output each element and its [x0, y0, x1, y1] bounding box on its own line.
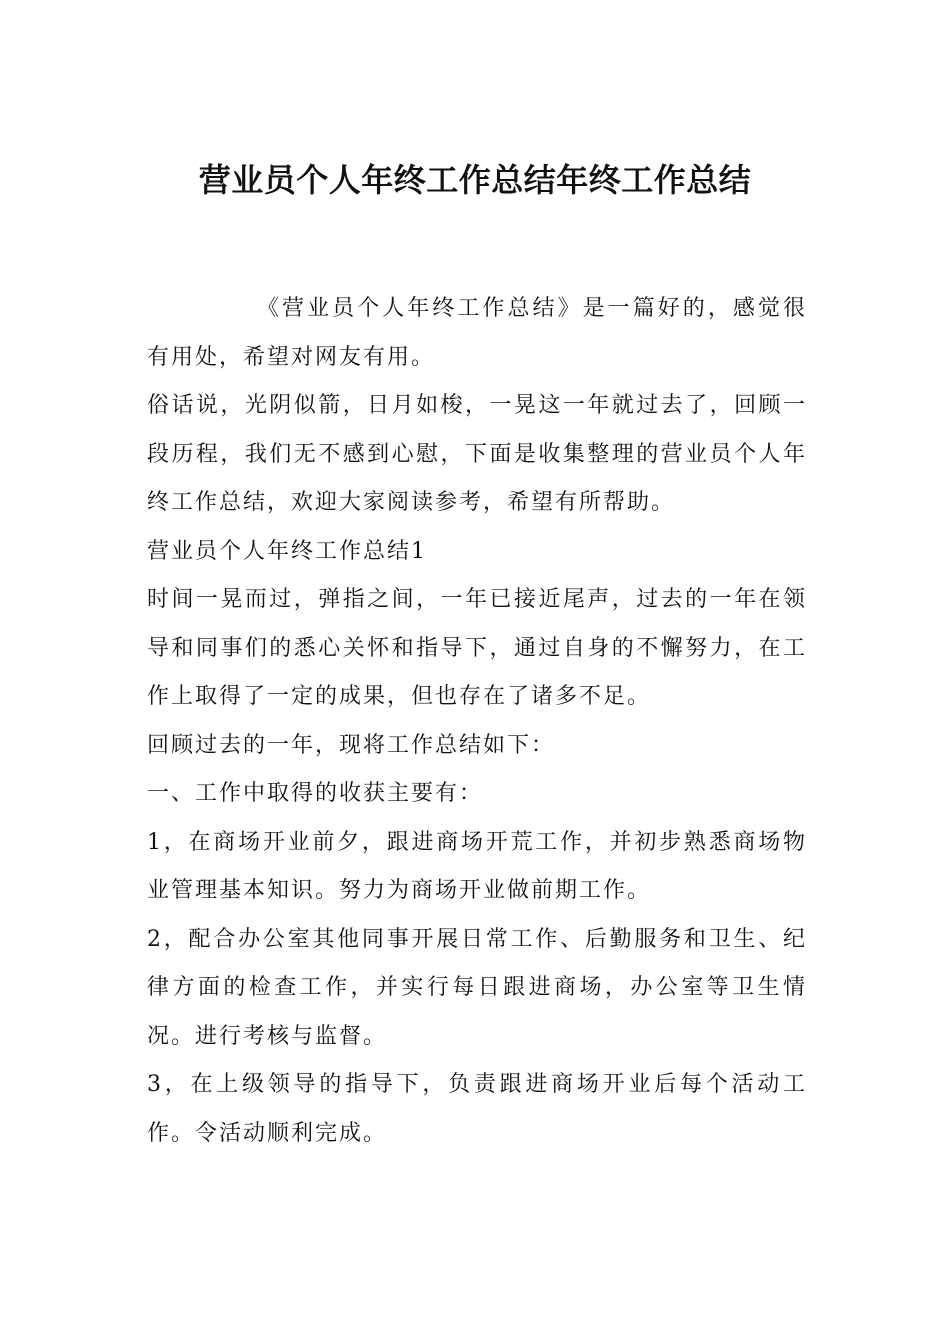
list-item: 2，配合办公室其他同事开展日常工作、后勤服务和卫生、纪律方面的检查工作，并实行每日跟进商场，办公室等卫生情况。进行考核与监督。	[147, 926, 807, 1049]
body-paragraph: 回顾过去的一年，现将工作总结如下：	[147, 732, 556, 758]
list-item: 3，在上级领导的指导下，负责跟进商场开业后每个活动工作。令活动顺利完成。	[147, 1072, 807, 1146]
document-body	[147, 285, 807, 1158]
body-paragraph: 时间一晃而过，弹指之间，一年已接近尾声，过去的一年在领导和同事们的悉心关怀和指导下，通过自身的不懈努力，在工作上取得了一定的成果，但也存在了诸多不足。	[147, 587, 807, 709]
document-title: 营业员个人年终工作总结年终工作总结	[198, 161, 752, 199]
section-heading: 营业员个人年终工作总结1	[147, 538, 427, 564]
subsection-heading: 一、工作中取得的收获主要有：	[147, 781, 484, 806]
body-paragraph: 俗话说，光阴似箭，日月如梭，一晃这一年就过去了，回顾一段历程，我们无不感到心慰，下面是收集整理的营业员个人年终工作总结，欢迎大家阅读参考，希望有所帮助。	[147, 393, 807, 515]
list-item: 1，在商场开业前夕，跟进商场开荒工作，并初步熟悉商场物业管理基本知识。努力为商场开业做前期工作。	[147, 829, 807, 903]
intro-paragraph: 《营业员个人年终工作总结》是一篇好的，感觉很有用处，希望对网友有用。	[147, 296, 807, 370]
